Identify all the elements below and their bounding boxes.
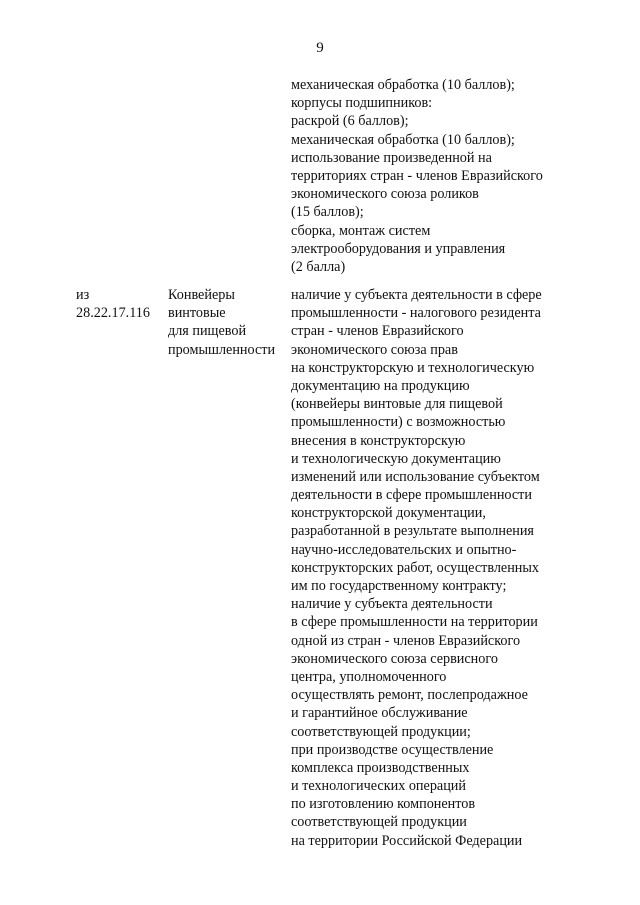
text-line: и гарантийное обслуживание: [291, 705, 468, 722]
text-line: наличие у субъекта деятельности в сфере: [291, 287, 542, 303]
text-line: корпусы подшипников:: [291, 95, 433, 112]
name-line: Конвейеры: [168, 287, 235, 303]
text-line: (15 баллов);: [291, 204, 364, 221]
text-line: одной из стран - членов Евразийского: [291, 632, 521, 649]
text-line: соответствующей продукции;: [291, 723, 471, 740]
text-line: раскрой (6 баллов);: [291, 113, 409, 130]
text-line: центра, уполномоченного: [291, 668, 447, 685]
continuation-text: [291, 76, 591, 276]
text-line: по изготовлению компонентов: [291, 796, 476, 813]
product-name: [168, 286, 275, 359]
text-line: деятельности в сфере промышленности: [291, 487, 532, 504]
text-line: изменений или использование субъектом: [291, 468, 540, 485]
text-line: конструкторской документации,: [291, 505, 486, 522]
text-line: экономического союза сервисного: [291, 650, 498, 667]
name-line: винтовые: [168, 305, 226, 322]
text-line: разработанной в результате выполнения: [291, 523, 534, 540]
text-line: механическая обработка (10 баллов);: [291, 77, 515, 93]
text-line: экономического союза прав: [291, 341, 458, 358]
text-line: и технологических операций: [291, 778, 466, 795]
text-line: на конструкторскую и технологическую: [291, 359, 535, 376]
product-code: [76, 286, 150, 322]
text-line: на территории Российской Федерации: [291, 832, 523, 849]
page-number: 9: [316, 40, 324, 56]
text-line: внесения в конструкторскую: [291, 432, 466, 449]
text-line: научно-исследовательских и опытно-: [291, 541, 517, 558]
text-line: в сфере промышленности на территории: [291, 614, 538, 631]
text-line: использование произведенной на: [291, 149, 492, 166]
text-line: промышленности) с возможностью: [291, 414, 506, 431]
text-line: конструкторских работ, осуществленных: [291, 559, 540, 576]
text-line: при производстве осуществление: [291, 741, 494, 758]
text-line: промышленности - налогового резидента: [291, 305, 541, 322]
text-line: комплекса производственных: [291, 759, 470, 776]
code-line: из: [76, 287, 90, 303]
text-line: электрооборудования и управления: [291, 240, 506, 257]
text-line: сборка, монтаж систем: [291, 222, 431, 239]
text-line: (конвейеры винтовые для пищевой: [291, 396, 503, 413]
requirements-text: [291, 286, 591, 850]
text-line: наличие у субъекта деятельности: [291, 596, 493, 613]
text-line: механическая обработка (10 баллов);: [291, 131, 515, 148]
text-line: стран - членов Евразийского: [291, 323, 464, 340]
text-line: осуществлять ремонт, послепродажное: [291, 687, 528, 704]
text-line: документацию на продукцию: [291, 377, 470, 394]
text-line: (2 балла): [291, 258, 346, 275]
text-line: им по государственному контракту;: [291, 578, 507, 594]
name-line: для пищевой: [168, 323, 247, 340]
code-line: 28.22.17.116: [76, 305, 150, 322]
text-line: соответствующей продукции: [291, 814, 467, 831]
text-line: экономического союза роликов: [291, 186, 479, 203]
name-line: промышленности: [168, 341, 276, 358]
text-line: и технологическую документацию: [291, 450, 501, 467]
text-line: территориях стран - членов Евразийского: [291, 167, 543, 184]
